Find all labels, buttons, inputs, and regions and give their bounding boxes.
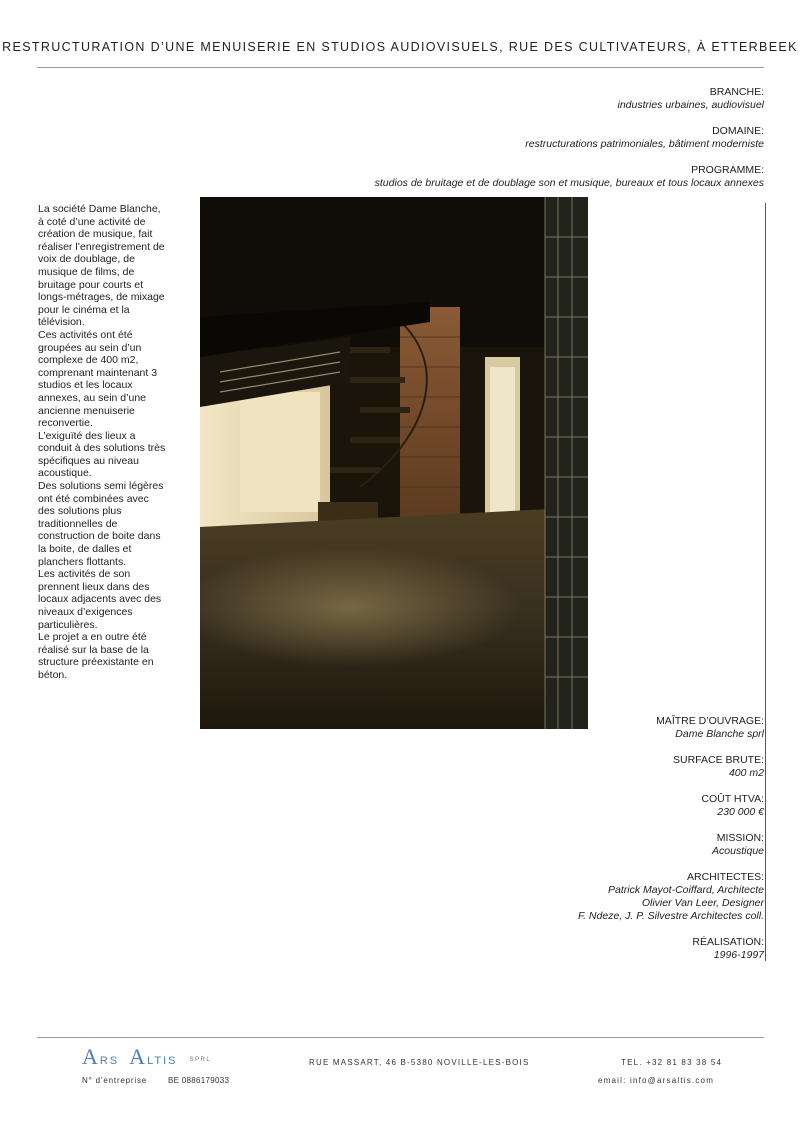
meta-value: 400 m2 (728, 767, 764, 779)
description-paragraph: L’exiguïté des lieux a conduit à des solutions très spécifiques au niveau acoustique. (38, 429, 166, 480)
meta-architectes (578, 871, 764, 923)
meta-programme (375, 164, 764, 190)
meta-label: BRANCHE: (709, 86, 764, 98)
logo-letters: LTIS (147, 1055, 178, 1067)
footer-address: RUE MASSART, 46 B-5380 NOVILLE-LES-BOIS (309, 1058, 530, 1067)
right-rule (765, 203, 766, 961)
meta-domaine (525, 125, 764, 151)
meta-value: Acoustique (712, 845, 764, 857)
meta-value: 230 000 € (717, 806, 764, 818)
description-paragraph: Le projet a en outre été réalisé sur la base de la structure préexistante en béton. (38, 631, 154, 681)
meta-value: studios de bruitage et de doublage son et musique, bureaux et tous locaux annexes (374, 177, 764, 189)
description-paragraph: Les activités de son prennent lieux dans des locaux adjacents avec des niveaux d’exigences particulières. (38, 568, 162, 631)
meta-label: MISSION: (716, 832, 764, 844)
footer-divider (37, 1037, 764, 1038)
project-description (38, 203, 168, 682)
meta-value: 1996-1997 (713, 949, 764, 961)
meta-label: MAÎTRE D’OUVRAGE: (656, 715, 764, 727)
meta-value: Patrick Mayot-Coiffard, Architecte (608, 884, 764, 896)
description-paragraph: Des solutions semi légères ont été combinées avec des solutions plus traditionnelles de construction de boite dans la boite, de dalles et planchers flottants. (38, 480, 164, 568)
description-paragraph: Ces activités ont été groupées au sein d’un complexe de 400 m2, comprenant maintenant 3 studios et les locaux annexes, au sein d’une ancienne menuiserie reconvertie. (38, 328, 158, 430)
meta-label: RÉALISATION: (692, 936, 764, 948)
meta-maitre (656, 715, 764, 741)
description-paragraph: La société Dame Blanche, à coté d’une activité de création de musique, fait réaliser l’enregistrement de voix de doublage, de musique de films, de bruitage pour courts et longs-métrages, de mixage pour le cinéma et la télévision. (38, 203, 165, 329)
header-divider (37, 67, 764, 68)
footer-email: email: info@arsaltis.com (598, 1076, 715, 1085)
logo-sprl: SPRL (189, 1057, 212, 1064)
meta-label: DOMAINE: (712, 125, 764, 137)
meta-value: F. Ndeze, J. P. Silvestre Architectes coll. (578, 910, 764, 922)
meta-value: Dame Blanche sprl (675, 728, 764, 740)
footer-entreprise-value: BE 0886179033 (168, 1076, 230, 1085)
footer-entreprise-label: N° d’entreprise (82, 1076, 147, 1085)
meta-label: SURFACE BRUTE: (672, 754, 764, 766)
footer-tel: TEL. +32 81 83 38 54 (621, 1058, 723, 1067)
page-title: RESTRUCTURATION D’UNE MENUISERIE EN STUDIOS AUDIOVISUELS, RUE DES CULTIVATEURS, À ETTERBEEK (2, 40, 798, 54)
meta-mission (712, 832, 764, 858)
meta-branche (617, 86, 764, 112)
logo-letter: A (129, 1044, 148, 1069)
meta-realisation (692, 936, 764, 962)
logo-letters: RS (99, 1055, 120, 1067)
meta-value: Olivier Van Leer, Designer (641, 897, 764, 909)
meta-label: ARCHITECTES: (686, 871, 764, 883)
project-photo (200, 197, 588, 729)
meta-cout (701, 793, 764, 819)
meta-label: COÛT HTVA: (701, 793, 764, 805)
meta-label: PROGRAMME: (691, 164, 764, 176)
meta-surface (673, 754, 764, 780)
logo-letter: A (82, 1044, 100, 1069)
ars-altis-logo (82, 1044, 211, 1070)
meta-value: restructurations patrimoniales, bâtiment moderniste (525, 138, 764, 150)
meta-value: industries urbaines, audiovisuel (617, 99, 764, 111)
